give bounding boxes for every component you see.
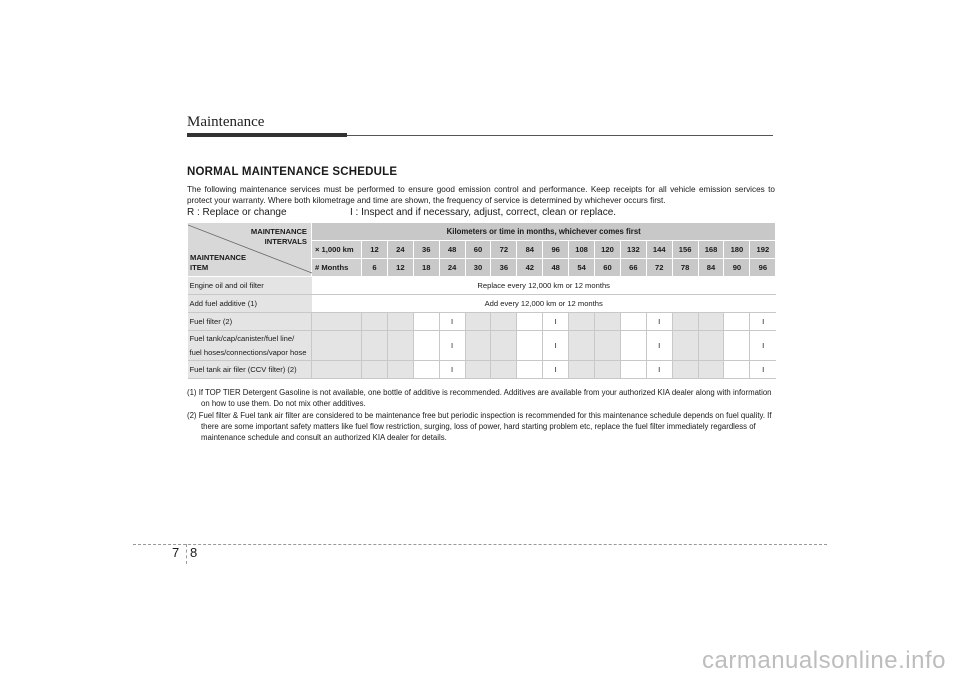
row-item-label: Fuel filter (2) xyxy=(188,313,312,331)
footer-page-divider xyxy=(186,544,187,564)
km-interval-cell: 24 xyxy=(387,241,413,259)
km-interval-cell: 60 xyxy=(465,241,491,259)
schedule-mark-cell xyxy=(724,361,750,379)
schedule-mark-cell xyxy=(387,313,413,331)
schedule-mark-cell xyxy=(569,331,595,361)
table-corner-cell xyxy=(188,223,312,277)
month-interval-cell: 96 xyxy=(750,259,776,277)
schedule-mark-cell xyxy=(465,331,491,361)
month-interval-cell: 84 xyxy=(698,259,724,277)
schedule-mark-cell xyxy=(491,331,517,361)
header-rule-light xyxy=(347,135,773,136)
schedule-mark-cell xyxy=(620,361,646,379)
km-interval-cell: 168 xyxy=(698,241,724,259)
schedule-mark-cell xyxy=(698,331,724,361)
km-interval-cell: 84 xyxy=(517,241,543,259)
schedule-mark-cell xyxy=(413,361,439,379)
legend-inspect: I : Inspect and if necessary, adjust, correct, clean or replace. xyxy=(350,207,617,218)
km-interval-cell: 36 xyxy=(413,241,439,259)
schedule-mark-cell: I xyxy=(543,361,569,379)
blank-cell xyxy=(312,313,362,331)
schedule-mark-cell xyxy=(595,331,621,361)
footnotes xyxy=(187,387,775,444)
schedule-mark-cell: I xyxy=(750,331,776,361)
schedule-mark-cell: I xyxy=(439,361,465,379)
schedule-mark-cell xyxy=(724,331,750,361)
schedule-mark-cell xyxy=(517,361,543,379)
maintenance-table xyxy=(187,222,776,379)
schedule-mark-cell xyxy=(465,313,491,331)
schedule-mark-cell xyxy=(698,361,724,379)
schedule-intro: The following maintenance services must be performed to ensure good emission control and performance. Keep receipts for all vehicle emission services to protect your warranty. Where both kilometrage and time are shown, the frequency of service is determined by whichever occurs first. xyxy=(187,185,775,205)
schedule-mark-cell xyxy=(698,313,724,331)
legend-replace: R : Replace or change xyxy=(187,207,287,218)
table-row xyxy=(188,361,776,379)
header-span: Kilometers or time in months, whichever comes first xyxy=(312,223,776,241)
month-interval-cell: 78 xyxy=(672,259,698,277)
schedule-mark-cell: I xyxy=(439,313,465,331)
month-interval-cell: 48 xyxy=(543,259,569,277)
schedule-mark-cell xyxy=(362,361,388,379)
table-row xyxy=(188,277,776,295)
row-item-label: Engine oil and oil filter xyxy=(188,277,312,295)
km-interval-cell: 132 xyxy=(620,241,646,259)
schedule-mark-cell xyxy=(413,331,439,361)
table-row xyxy=(188,331,776,361)
schedule-mark-cell: I xyxy=(646,361,672,379)
month-interval-cell: 90 xyxy=(724,259,750,277)
schedule-mark-cell xyxy=(517,313,543,331)
month-interval-cell: 60 xyxy=(595,259,621,277)
schedule-mark-cell xyxy=(620,331,646,361)
month-interval-cell: 6 xyxy=(362,259,388,277)
month-interval-cell: 30 xyxy=(465,259,491,277)
schedule-mark-cell xyxy=(491,361,517,379)
schedule-title: NORMAL MAINTENANCE SCHEDULE xyxy=(187,166,398,178)
schedule-mark-cell xyxy=(362,331,388,361)
row-span-value: Add every 12,000 km or 12 months xyxy=(312,295,776,313)
schedule-mark-cell xyxy=(724,313,750,331)
schedule-mark-cell xyxy=(517,331,543,361)
months-label: # Months xyxy=(312,259,362,277)
km-interval-cell: 156 xyxy=(672,241,698,259)
header-rule-dark xyxy=(187,133,347,137)
schedule-mark-cell xyxy=(387,361,413,379)
schedule-mark-cell xyxy=(672,313,698,331)
month-interval-cell: 12 xyxy=(387,259,413,277)
schedule-mark-cell: I xyxy=(646,331,672,361)
km-interval-cell: 120 xyxy=(595,241,621,259)
schedule-mark-cell: I xyxy=(543,313,569,331)
schedule-mark-cell xyxy=(387,331,413,361)
blank-cell xyxy=(312,331,362,361)
table-row xyxy=(188,313,776,331)
schedule-mark-cell xyxy=(620,313,646,331)
km-interval-cell: 72 xyxy=(491,241,517,259)
month-interval-cell: 24 xyxy=(439,259,465,277)
schedule-mark-cell: I xyxy=(750,313,776,331)
schedule-mark-cell xyxy=(569,313,595,331)
month-interval-cell: 72 xyxy=(646,259,672,277)
chapter-number: 7 xyxy=(172,545,180,560)
watermark-text: carmanualsonline.info xyxy=(702,647,946,674)
row-span-value: Replace every 12,000 km or 12 months xyxy=(312,277,776,295)
table-row xyxy=(188,295,776,313)
km-interval-cell: 180 xyxy=(724,241,750,259)
schedule-mark-cell: I xyxy=(646,313,672,331)
schedule-mark-cell xyxy=(595,313,621,331)
month-interval-cell: 54 xyxy=(569,259,595,277)
schedule-mark-cell xyxy=(465,361,491,379)
row-item-label: Fuel tank air filer (CCV filter) (2) xyxy=(188,361,312,379)
schedule-mark-cell xyxy=(362,313,388,331)
corner-item-label: MAINTENANCE ITEM xyxy=(190,253,247,272)
schedule-mark-cell: I xyxy=(750,361,776,379)
schedule-mark-cell xyxy=(491,313,517,331)
km-interval-cell: 96 xyxy=(543,241,569,259)
month-interval-cell: 66 xyxy=(620,259,646,277)
month-interval-cell: 36 xyxy=(491,259,517,277)
blank-cell xyxy=(312,361,362,379)
km-interval-cell: 108 xyxy=(569,241,595,259)
corner-intervals-label: MAINTENANCE INTERVALS xyxy=(250,227,307,246)
page-number: 8 xyxy=(190,545,198,560)
schedule-mark-cell xyxy=(672,331,698,361)
km-label: × 1,000 km xyxy=(312,241,362,259)
km-interval-cell: 144 xyxy=(646,241,672,259)
schedule-mark-cell xyxy=(595,361,621,379)
footnote-1: (1) If TOP TIER Detergent Gasoline is not available, one bottle of additive is recommended. Additives are available from your authorized KIA dealer along with information on how to use them. Do not mix other additives. xyxy=(187,388,772,408)
row-item-label: Fuel tank/cap/canister/fuel line/ fuel hoses/connections/vapor hose xyxy=(188,331,312,361)
section-header-title: Maintenance xyxy=(187,114,265,130)
month-interval-cell: 18 xyxy=(413,259,439,277)
schedule-mark-cell xyxy=(672,361,698,379)
km-interval-cell: 48 xyxy=(439,241,465,259)
footnote-2: (2) Fuel filter & Fuel tank air filter are considered to be maintenance free but periodic inspection is recommended for this maintenance schedule depends on fuel quality. If there are some important safety matters like fuel flow restriction, surging, loss of power, hard starting problem etc, replace the fuel filter immediately regardless of maintenance schedule and consult an authorized KIA dealer for details. xyxy=(187,411,772,442)
schedule-mark-cell xyxy=(413,313,439,331)
row-item-label: Add fuel additive (1) xyxy=(188,295,312,313)
km-interval-cell: 12 xyxy=(362,241,388,259)
month-interval-cell: 42 xyxy=(517,259,543,277)
schedule-mark-cell xyxy=(569,361,595,379)
schedule-mark-cell: I xyxy=(439,331,465,361)
schedule-mark-cell: I xyxy=(543,331,569,361)
km-interval-cell: 192 xyxy=(750,241,776,259)
footer-divider xyxy=(133,544,827,545)
